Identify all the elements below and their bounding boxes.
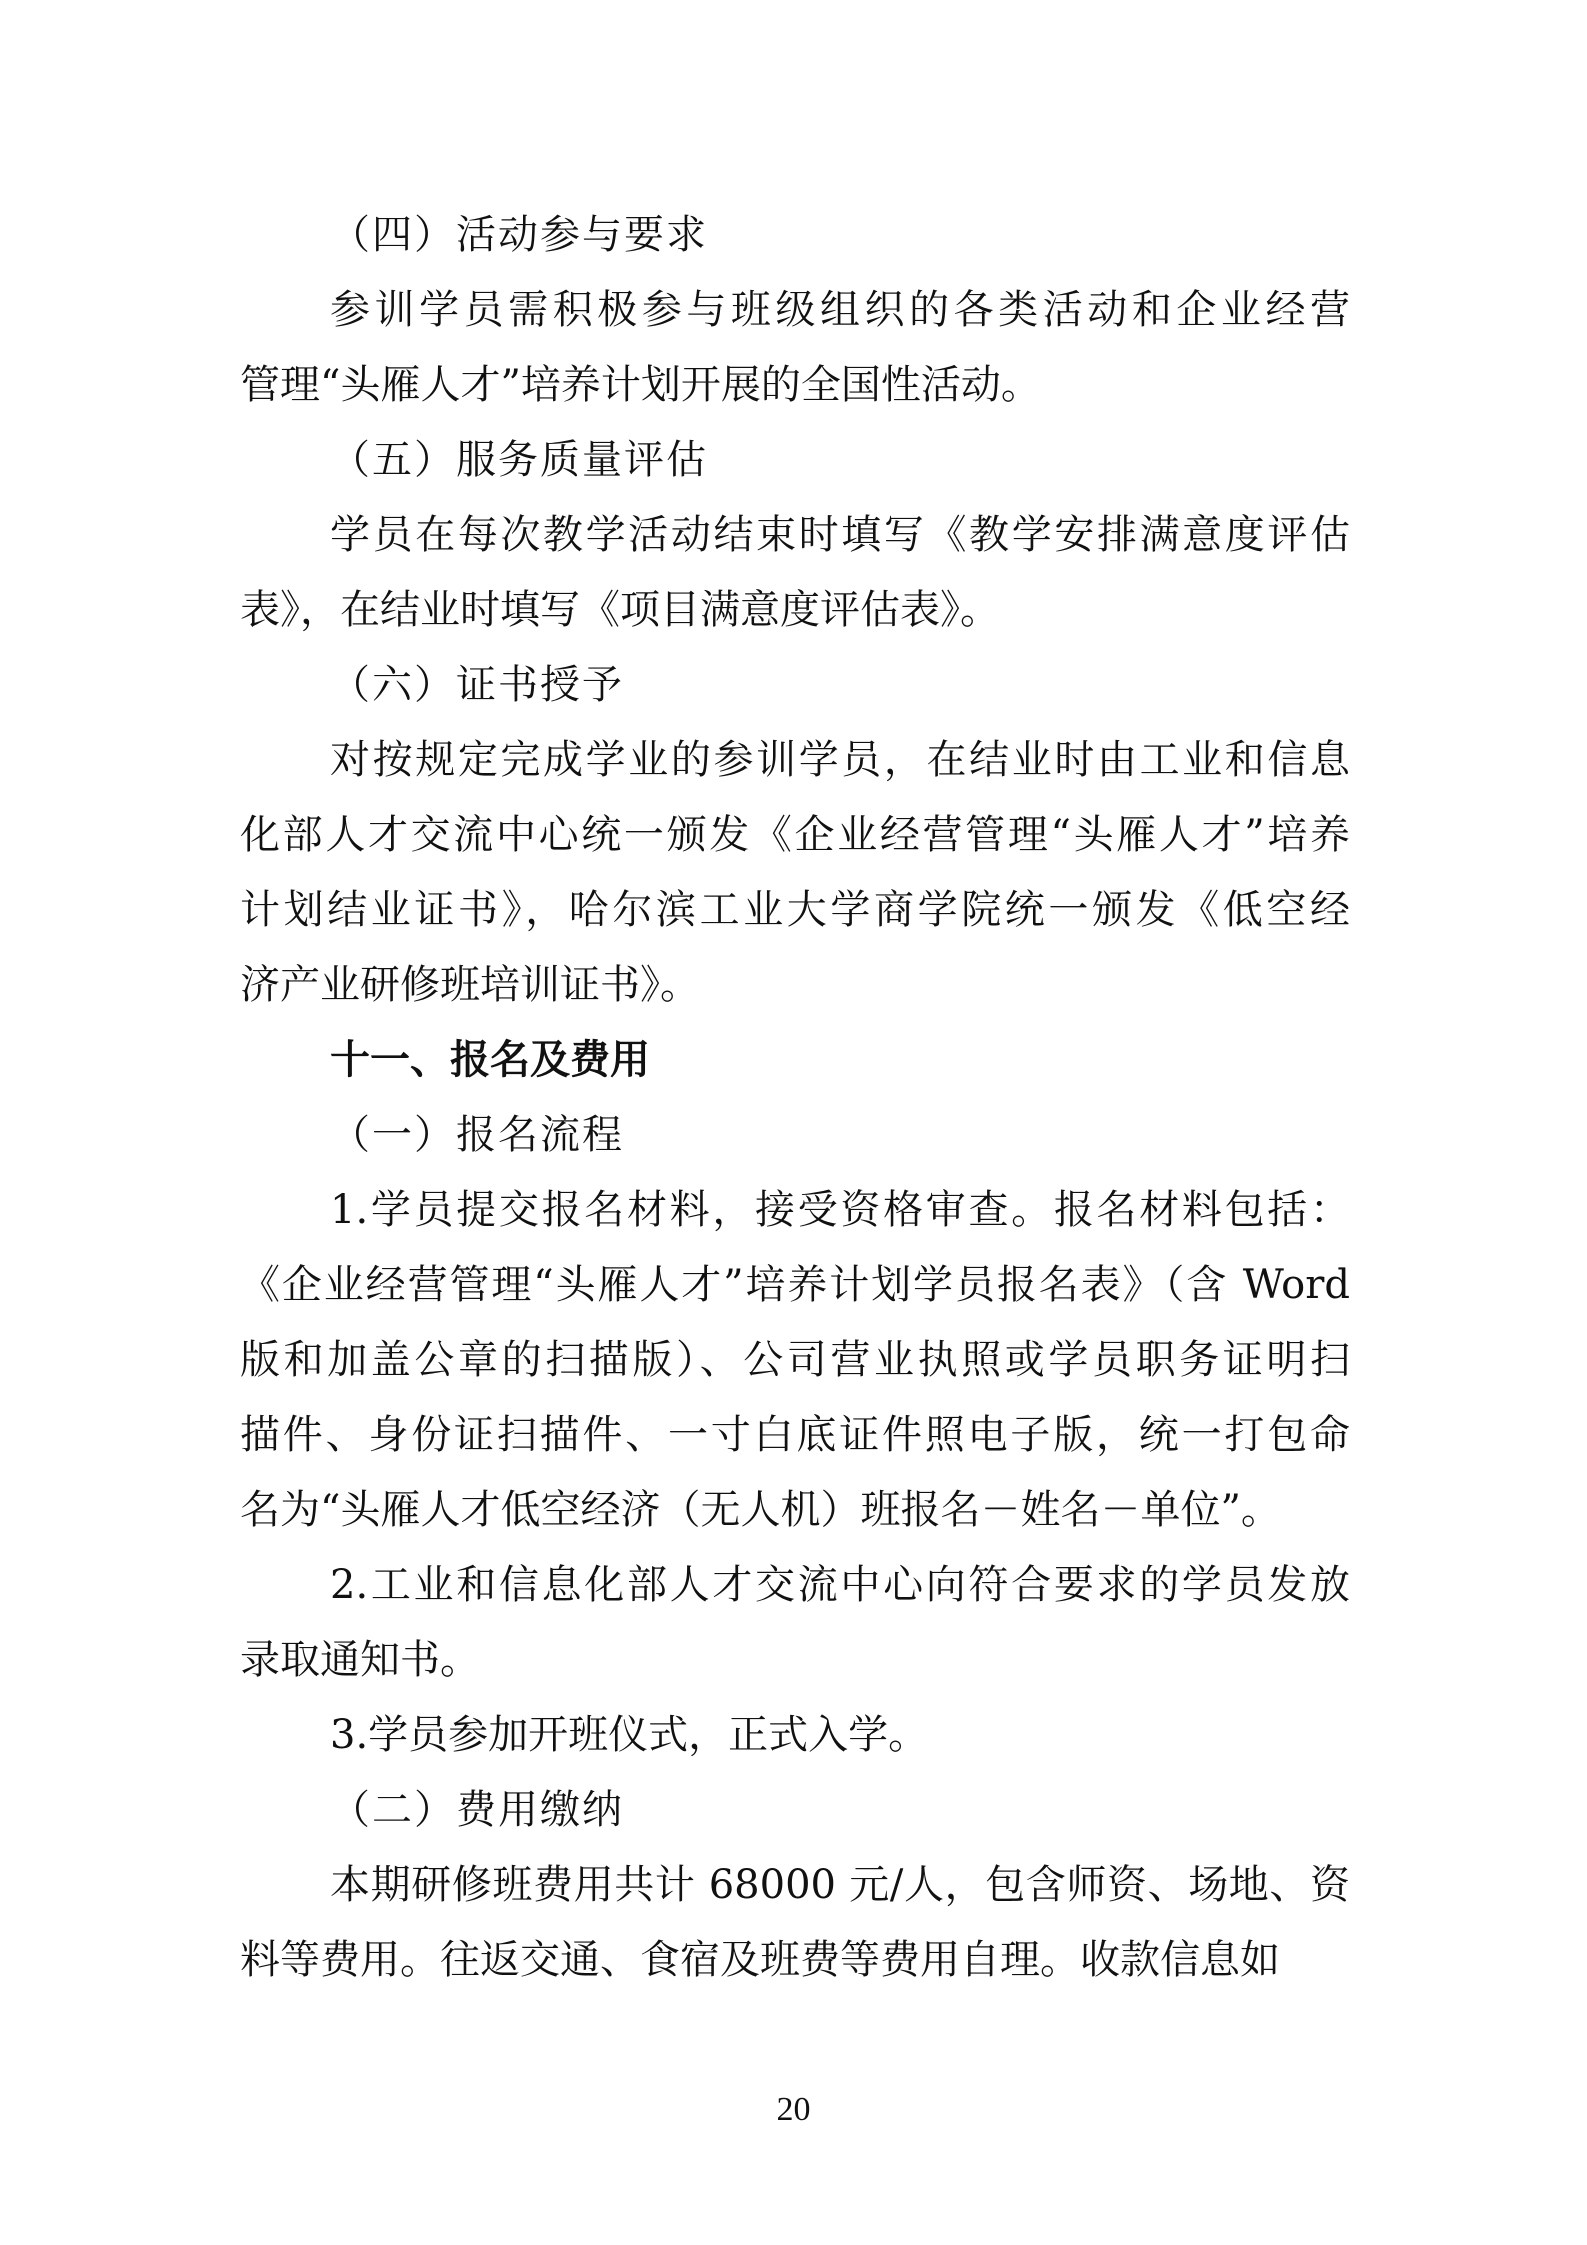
text-line: 名为“头雁人才低空经济（无人机）班报名－姓名－单位”。: [240, 1487, 1281, 1533]
paragraph: [240, 1698, 1350, 1773]
text-line: 表》，在结业时填写《项目满意度评估表》。: [240, 587, 1000, 633]
subheading: [240, 1773, 1350, 1848]
text-line: 管理“头雁人才”培养计划开展的全国性活动。: [240, 362, 1041, 408]
subheading: [240, 1098, 1350, 1173]
section-heading: [240, 1023, 1350, 1098]
text-line: 2.工业和信息化部人才交流中心向符合要求的学员发放: [330, 1562, 1350, 1608]
text-line: （二）费用缴纳: [330, 1787, 624, 1833]
text-line: 计划结业证书》，哈尔滨工业大学商学院统一颁发《低空经: [240, 887, 1350, 933]
paragraph: [240, 498, 1350, 648]
document-body: [240, 198, 1350, 1998]
text-line: 《企业经营管理“头雁人才”培养计划学员报名表》（含 Word: [240, 1262, 1350, 1308]
subheading: [240, 648, 1350, 723]
text-line: 录取通知书。: [240, 1637, 480, 1683]
text-line: 学员在每次教学活动结束时填写《教学安排满意度评估: [330, 512, 1350, 558]
text-line: （一）报名流程: [330, 1112, 624, 1158]
text-line: （四）活动参与要求: [330, 212, 708, 258]
paragraph: [240, 1548, 1350, 1698]
text-line: 1.学员提交报名材料，接受资格审查。报名材料包括：: [330, 1187, 1350, 1233]
paragraph: [240, 1173, 1350, 1548]
subheading: [240, 198, 1350, 273]
text-line: 十一、报名及费用: [330, 1037, 650, 1083]
text-line: 本期研修班费用共计 68000 元/人，包含师资、场地、资: [330, 1862, 1350, 1908]
text-line: （六）证书授予: [330, 662, 624, 708]
text-line: 对按规定完成学业的参训学员，在结业时由工业和信息: [330, 737, 1350, 783]
text-line: 3.学员参加开班仪式，正式入学。: [330, 1712, 929, 1758]
text-line: 版和加盖公章的扫描版）、公司营业执照或学员职务证明扫: [240, 1337, 1350, 1383]
text-line: 参训学员需积极参与班级组织的各类活动和企业经营: [330, 287, 1350, 333]
text-line: （五）服务质量评估: [330, 437, 708, 483]
page-number: 20: [776, 2091, 811, 2128]
paragraph: [240, 1848, 1350, 1998]
paragraph: [240, 723, 1350, 1023]
paragraph: [240, 273, 1350, 423]
text-line: 化部人才交流中心统一颁发《企业经营管理“头雁人才”培养: [240, 812, 1350, 858]
text-line: 济产业研修班培训证书》。: [240, 962, 700, 1008]
text-line: 料等费用。往返交通、食宿及班费等费用自理。收款信息如: [240, 1937, 1280, 1983]
subheading: [240, 423, 1350, 498]
text-line: 描件、身份证扫描件、一寸白底证件照电子版，统一打包命: [240, 1412, 1350, 1458]
